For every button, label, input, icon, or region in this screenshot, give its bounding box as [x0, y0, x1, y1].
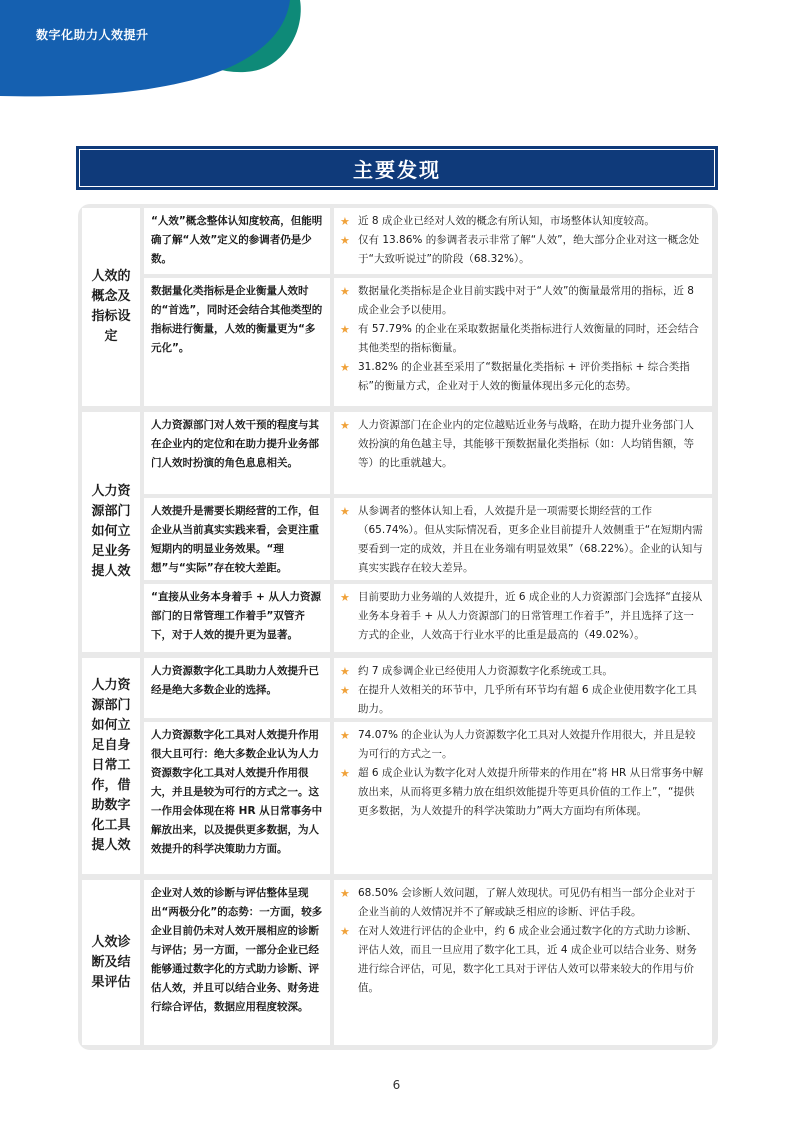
category-cell: 人力资源部门如何立足业务提人效	[82, 412, 140, 652]
findings-section	[82, 208, 712, 406]
bullet-item: ★ 数据量化类指标是企业目前实践中对于“人效”的衡量最常用的指标，近 8 成企业会予以使用。	[340, 282, 704, 320]
findings-section	[82, 880, 712, 1045]
star-icon: ★	[340, 767, 350, 780]
star-icon: ★	[340, 323, 350, 336]
star-icon: ★	[340, 729, 350, 742]
finding-row	[144, 278, 712, 406]
star-icon: ★	[340, 361, 350, 374]
page-number: 6	[392, 1078, 401, 1092]
finding-row	[144, 722, 712, 874]
finding-summary: 人力资源数字化工具对人效提升作用很大且可行：绝大多数企业认为人力资源数字化工具对人效提升作用很大，并且是较为可行的方式之一。这一作用会体现在将 HR 从日常事务中解放出来，以及提供更多数据，为人效提升的科学决策助力方面。	[144, 722, 330, 874]
bullet-item: ★ 31.82% 的企业甚至采用了“数据量化类指标 + 评价类指标 + 综合类指标”的衡量方式，企业对于人效的衡量体现出多元化的态势。	[340, 358, 704, 396]
finding-summary: 人力资源部门对人效干预的程度与其在企业内的定位和在助力提升业务部门人效时扮演的角色息息相关。	[144, 412, 330, 494]
finding-row	[144, 498, 712, 580]
findings-table	[78, 204, 718, 1050]
star-icon: ★	[340, 887, 350, 900]
finding-row	[144, 208, 712, 274]
finding-summary: “人效”概念整体认知度较高，但能明确了解“人效”定义的参调者仍是少数。	[144, 208, 330, 274]
star-icon: ★	[340, 591, 350, 604]
finding-details	[334, 498, 712, 580]
finding-details	[334, 412, 712, 494]
finding-details	[334, 658, 712, 718]
bullet-item: ★ 有 57.79% 的企业在采取数据量化类指标进行人效衡量的同时，还会结合其他类型的指标衡量。	[340, 320, 704, 358]
star-icon: ★	[340, 684, 350, 697]
finding-summary: 人力资源数字化工具助力人效提升已经是绝大多数企业的选择。	[144, 658, 330, 718]
finding-summary: 企业对人效的诊断与评估整体呈现出“两极分化”的态势：一方面，较多企业目前仍未对人效开展相应的诊断与评估；另一方面，一部分企业已经能够通过数字化的方式助力诊断、评估人效，并且可以结合业务、财务进行综合评估，数据应用程度较深。	[144, 880, 330, 1045]
finding-details	[334, 584, 712, 652]
finding-summary: “直接从业务本身着手 + 从人力资源部门的日常管理工作着手”双管齐下，对于人效的提升更为显著。	[144, 584, 330, 652]
bullet-item: ★ 在对人效进行评估的企业中，约 6 成企业会通过数字化的方式助力诊断、评估人效，而且一旦应用了数字化工具，近 4 成企业可以结合业务、财务进行综合评估，可见，数字化工具对于评估人效可以带来较大的作用与价值。	[340, 922, 704, 998]
finding-row	[144, 880, 712, 1045]
bullet-item: ★ 约 7 成参调企业已经使用人力资源数字化系统或工具。	[340, 662, 704, 681]
star-icon: ★	[340, 419, 350, 432]
bullet-item: ★ 目前要助力业务端的人效提升，近 6 成企业的人力资源部门会选择“直接从业务本身着手 + 从人力资源部门的日常管理工作着手”，并且选择了这一方式的企业，人效高于行业水平的比重是最高的（49.02%）。	[340, 588, 704, 645]
finding-details	[334, 722, 712, 874]
finding-details	[334, 208, 712, 274]
category-cell: 人效的概念及指标设定	[82, 208, 140, 406]
finding-summary: 数据量化类指标是企业衡量人效时的“首选”，同时还会结合其他类型的指标进行衡量，人效的衡量更为“多元化”。	[144, 278, 330, 406]
banner-title: 主要发现	[353, 157, 441, 182]
bullet-item: ★ 近 8 成企业已经对人效的概念有所认知，市场整体认知度较高。	[340, 212, 704, 231]
category-cell: 人力资源部门如何立足自身日常工作，借助数字化工具提人效	[82, 658, 140, 874]
finding-summary: 人效提升是需要长期经营的工作，但企业从当前真实实践来看，会更注重短期内的明显业务效果。“理想”与“实际”存在较大差距。	[144, 498, 330, 580]
finding-details	[334, 278, 712, 406]
bullet-item: ★ 从参调者的整体认知上看，人效提升是一项需要长期经营的工作（65.74%）。但从实际情况看，更多企业目前提升人效侧重于“在短期内需要看到一定的成效，并且在业务端有明显效果”（68.22%）。企业的认知与真实实践存在较大差异。	[340, 502, 704, 578]
running-title: 数字化助力人效提升	[36, 28, 149, 42]
finding-row	[144, 658, 712, 718]
star-icon: ★	[340, 215, 350, 228]
finding-row	[144, 584, 712, 652]
category-cell: 人效诊断及结果评估	[82, 880, 140, 1045]
star-icon: ★	[340, 234, 350, 247]
bullet-item: ★ 74.07% 的企业认为人力资源数字化工具对人效提升作用很大，并且是较为可行的方式之一。	[340, 726, 704, 764]
section-banner	[76, 146, 718, 190]
bullet-item: ★ 在提升人效相关的环节中，几乎所有环节均有超 6 成企业使用数字化工具助力。	[340, 681, 704, 719]
bullet-item: ★ 超 6 成企业认为数字化对人效提升所带来的作用在“将 HR 从日常事务中解放出来，从而将更多精力放在组织效能提升等更具价值的工作上”，“提供更多数据，为人效提升的科学决策助力”两大方面均有所体现。	[340, 764, 704, 821]
bullet-item: ★ 仅有 13.86% 的参调者表示非常了解“人效”，绝大部分企业对这一概念处于“大致听说过”的阶段（68.32%）。	[340, 231, 704, 269]
findings-section	[82, 658, 712, 874]
finding-row	[144, 412, 712, 494]
bullet-item: ★ 68.50% 会诊断人效问题，了解人效现状。可见仍有相当一部分企业对于企业当前的人效情况并不了解或缺乏相应的诊断、评估手段。	[340, 884, 704, 922]
findings-section	[82, 412, 712, 652]
bullet-item: ★ 人力资源部门在企业内的定位越贴近业务与战略，在助力提升业务部门人效扮演的角色越主导，其能够干预数据量化类指标（如：人均销售额，等等）的比重就越大。	[340, 416, 704, 473]
corner-decoration	[0, 0, 320, 110]
star-icon: ★	[340, 505, 350, 518]
star-icon: ★	[340, 285, 350, 298]
star-icon: ★	[340, 665, 350, 678]
star-icon: ★	[340, 925, 350, 938]
finding-details	[334, 880, 712, 1045]
